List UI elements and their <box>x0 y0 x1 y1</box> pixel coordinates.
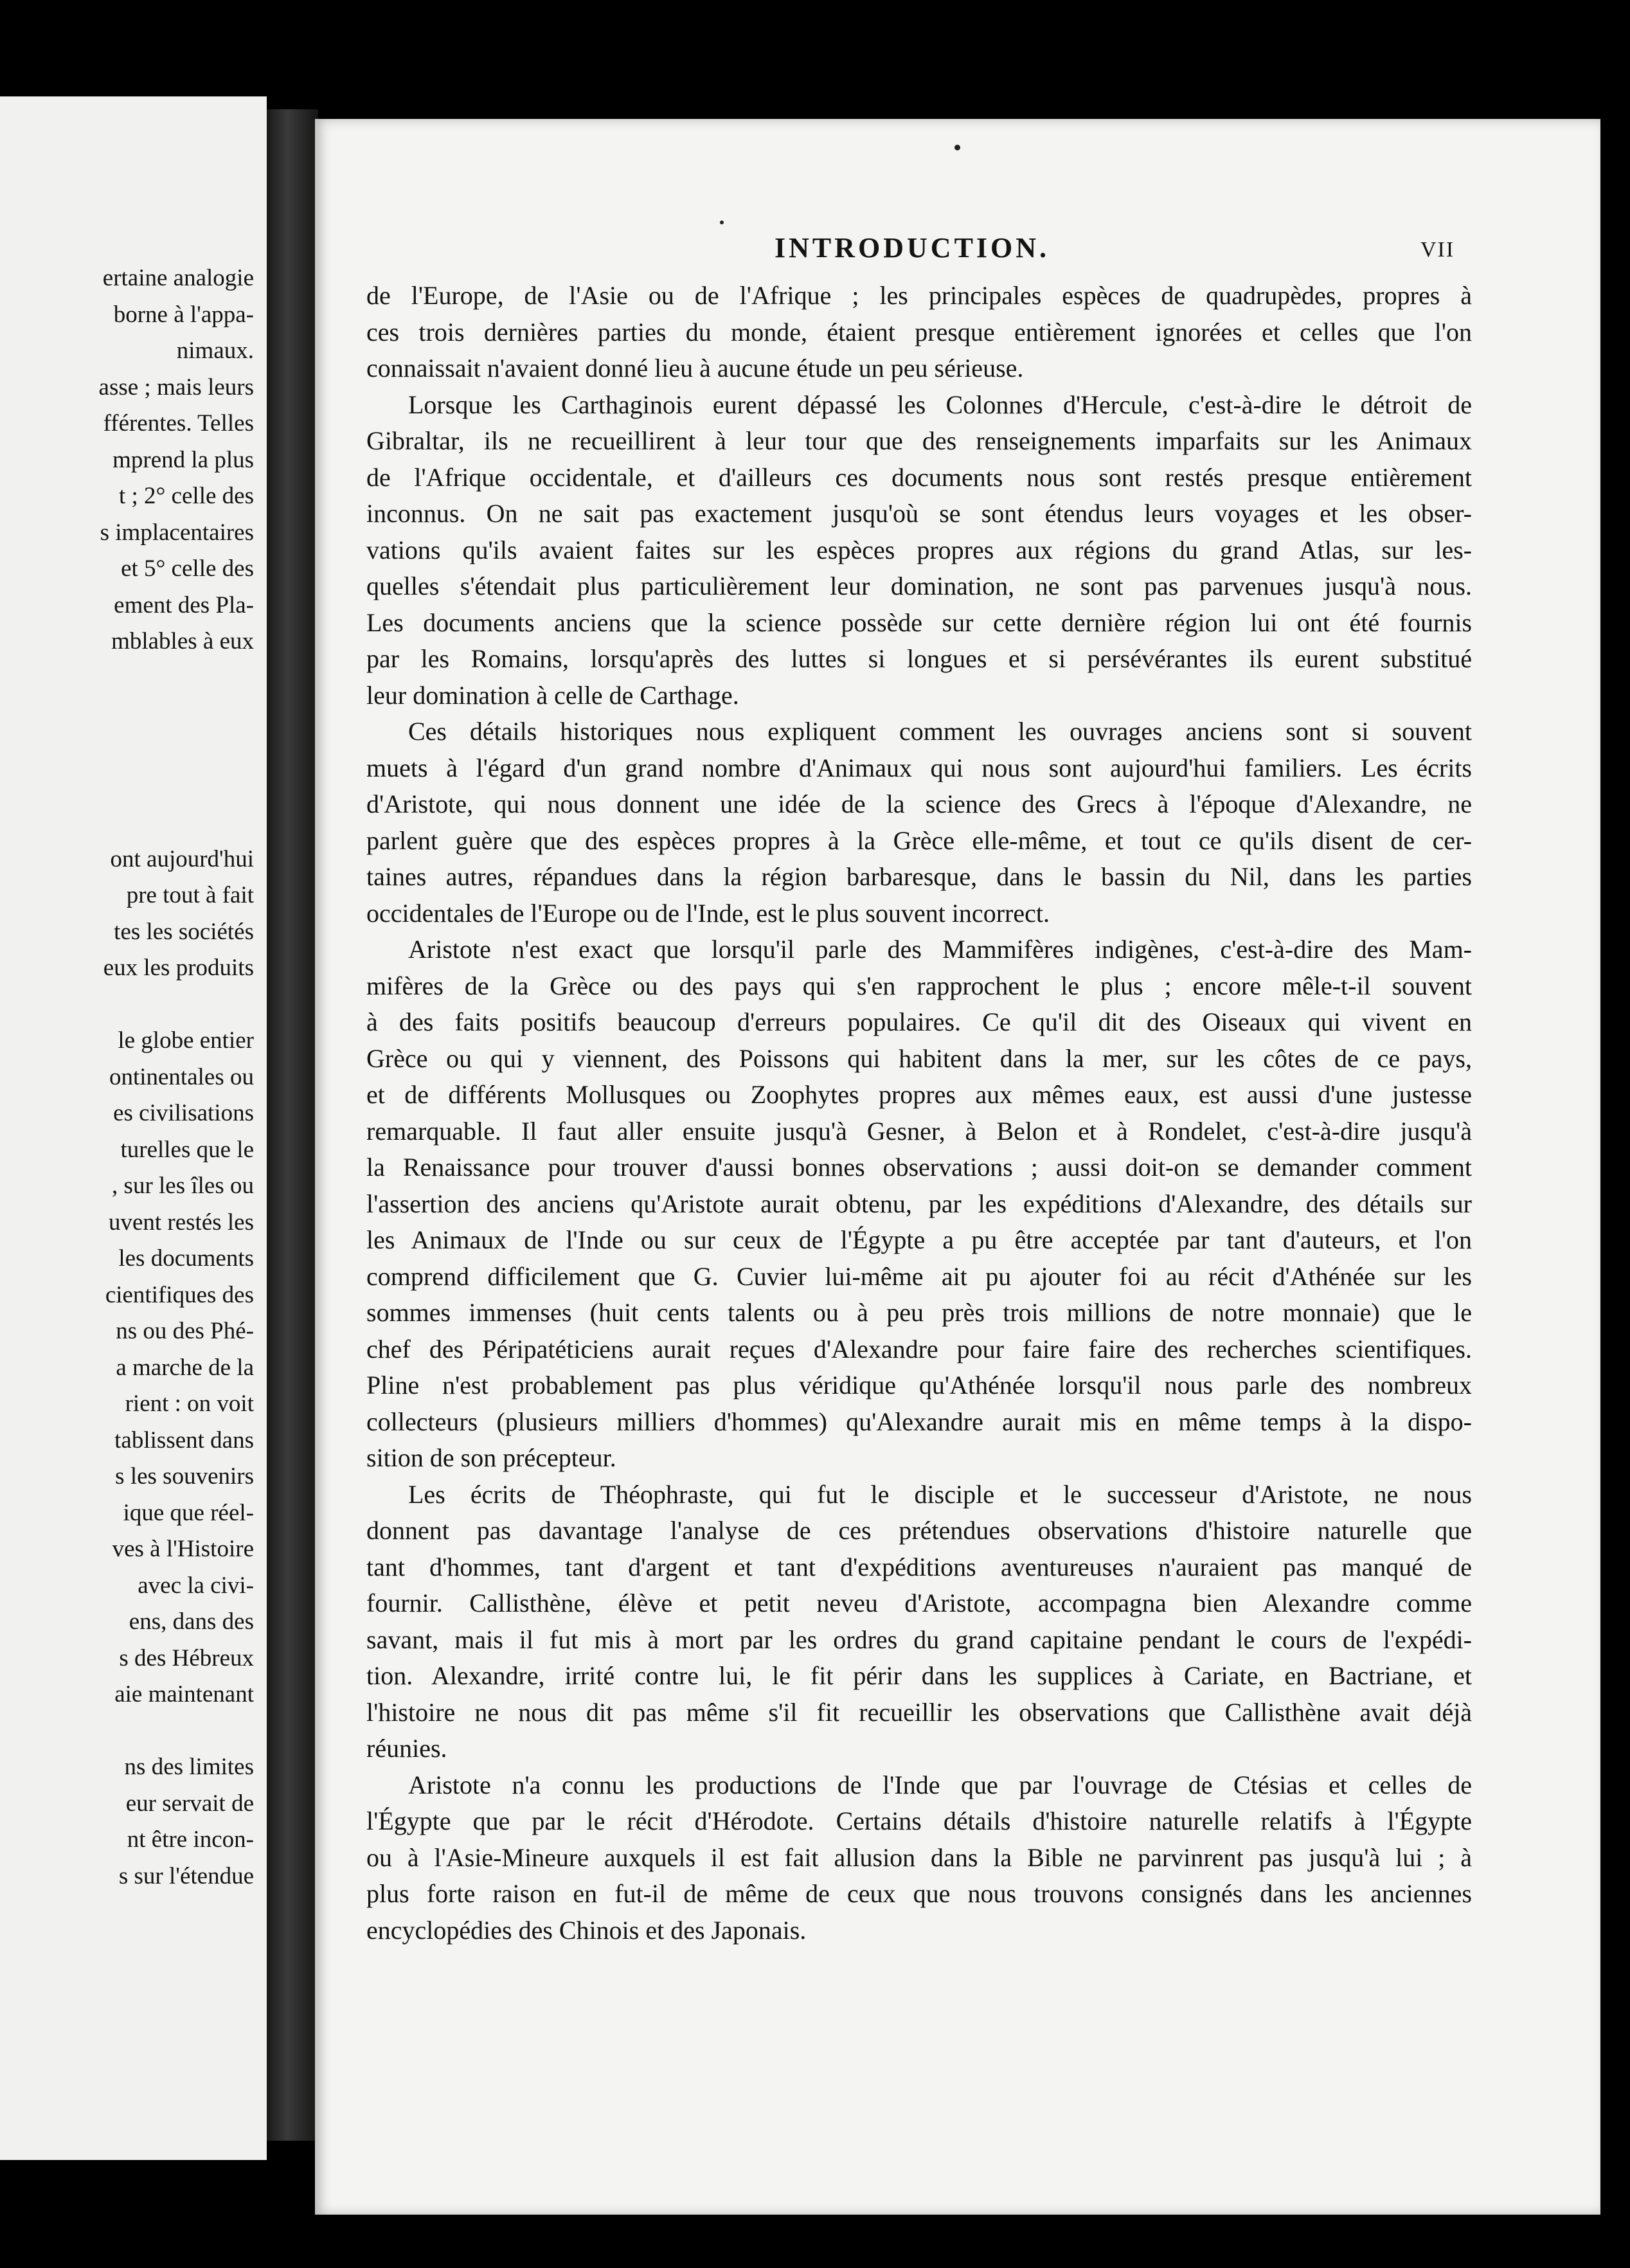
text-line: l'Égypte que par le récit d'Hérodote. Certains détails d'histoire naturelle relatifs à l'Égypte <box>366 1806 1472 1835</box>
facing-line: fférentes. Telles <box>103 410 254 437</box>
text-line: donnent pas davantage l'analyse de ces prétendues observations d'histoire naturelle que <box>366 1516 1472 1545</box>
facing-line: tablissent dans <box>114 1426 254 1454</box>
text-line: sition de son précepteur. <box>366 1443 616 1472</box>
text-line: l'histoire ne nous dit pas même s'il fit recueillir les observations que Callisthène avait déjà <box>366 1697 1472 1727</box>
facing-line <box>0 1713 254 1750</box>
facing-line: ontinentales ou <box>109 1063 254 1090</box>
text-line: savant, mais il fut mis à mort par les ordres du grand capitaine pendant le cours de l'expédi- <box>366 1625 1472 1654</box>
ink-speck <box>720 221 724 224</box>
facing-line <box>0 987 254 1023</box>
text-line: chef des Péripatéticiens aurait reçues d'Alexandre pour faire faire des recherches scientifiques. <box>366 1334 1472 1364</box>
facing-line: asse ; mais leurs <box>98 374 254 401</box>
text-line: Gibraltar, ils ne recueillirent à leur tour que des renseignements imparfaits sur les Animaux <box>366 426 1472 455</box>
text-line: et de différents Mollusques ou Zoophytes propres aux mêmes eaux, est aussi d'une justesse <box>366 1080 1472 1109</box>
text-line: Grèce ou qui y viennent, des Poissons qui habitent dans la mer, sur les côtes de ce pays, <box>366 1043 1472 1073</box>
facing-line: uvent restés les <box>108 1209 254 1236</box>
text-line: sommes immenses (huit cents talents ou à peu près trois millions de notre monnaie) que le <box>366 1298 1472 1327</box>
text-line: par les Romains, lorsqu'après des luttes si longues et si persévérantes ils eurent substitué <box>366 644 1472 673</box>
text-line: comprend difficilement que G. Cuvier lui-même ait pu ajouter foi au récit d'Athénée sur les <box>366 1261 1472 1291</box>
text-line: l'assertion des anciens qu'Aristote aurait obtenu, par les expéditions d'Alexandre, des détails sur <box>366 1189 1472 1218</box>
text-line: vations qu'ils avaient faites sur les espèces propres aux régions du grand Atlas, sur les- <box>366 535 1472 564</box>
paragraph <box>366 932 1472 1477</box>
facing-line: borne à l'appa- <box>113 301 254 328</box>
facing-line: ement des Pla- <box>114 591 254 618</box>
ink-speck <box>954 145 960 150</box>
text-line: les Animaux de l'Inde ou sur ceux de l'Égypte a pu être acceptée par tant d'auteurs, et l'on <box>366 1225 1472 1254</box>
facing-blank-space <box>0 660 254 842</box>
facing-line: , sur les îles ou <box>112 1173 254 1199</box>
facing-line: turelles que le <box>120 1136 254 1163</box>
facing-line: a marche de la <box>116 1354 254 1381</box>
facing-line: ns ou des Phé- <box>116 1318 254 1344</box>
facing-line: s sur l'étendue <box>118 1862 254 1889</box>
facing-line: eux les produits <box>103 955 254 981</box>
facing-line: nt être incon- <box>127 1826 254 1853</box>
text-line: Lorsque les Carthaginois eurent dépassé les Colonnes d'Hercule, c'est-à-dire le détroit de <box>408 390 1472 419</box>
text-line: mifères de la Grèce ou des pays qui s'en rapprochent le plus ; encore mêle-t-il souvent <box>366 971 1472 1000</box>
text-line: Ces détails historiques nous expliquent comment les ouvrages anciens sont si souvent <box>408 717 1472 746</box>
text-line: quelles s'étendait plus particulièrement leur domination, ne sont pas parvenues jusqu'à nous. <box>366 572 1472 600</box>
text-line: Les écrits de Théophraste, qui fut le disciple et le successeur d'Aristote, ne nous <box>408 1479 1472 1509</box>
text-line: plus forte raison en fut-il de même de ceux que nous trouvons consignés dans les anciennes <box>366 1879 1472 1908</box>
text-line: collecteurs (plusieurs milliers d'hommes) qu'Alexandre aurait mis en même temps à la dispo- <box>366 1407 1472 1436</box>
facing-line: s des Hébreux <box>119 1644 254 1671</box>
text-line: fournir. Callisthène, élève et petit neveu d'Aristote, accompagna bien Alexandre comme <box>366 1589 1472 1617</box>
facing-line: t ; 2° celle des <box>118 483 254 509</box>
text-line: occidentales de l'Europe ou de l'Inde, est le plus souvent incorrect. <box>366 898 1050 928</box>
text-line: taines autres, répandues dans la région barbaresque, dans le bassin du Nil, dans les parties <box>366 862 1472 891</box>
paragraph <box>366 387 1472 714</box>
facing-line: nimaux. <box>176 338 254 364</box>
paragraph <box>366 1767 1472 1949</box>
text-line: d'Aristote, qui nous donnent une idée de la science des Grecs à l'époque d'Alexandre, ne <box>366 789 1472 818</box>
page-number: VII <box>1420 238 1455 262</box>
facing-line: le globe entier <box>118 1027 254 1054</box>
text-line: Aristote n'a connu les productions de l'Inde que par l'ouvrage de Ctésias et celles de <box>408 1770 1472 1799</box>
facing-line: mprend la plus <box>112 446 254 473</box>
body-text <box>366 278 1472 1949</box>
facing-line: cientifiques des <box>105 1281 254 1308</box>
facing-line: aie maintenant <box>114 1681 254 1707</box>
facing-line: ique que réel- <box>123 1499 254 1526</box>
facing-line: es civilisations <box>113 1100 254 1126</box>
text-line: encyclopédies des Chinois et des Japonais. <box>366 1915 807 1945</box>
facing-page-left <box>0 96 267 2160</box>
text-line: tion. Alexandre, irrité contre lui, le fit périr dans les supplices à Cariate, en Bactriane, et <box>366 1661 1472 1690</box>
text-line: tant d'hommes, tant d'argent et tant d'expéditions aventureuses n'auraient pas manqué de <box>366 1552 1472 1581</box>
facing-line: avec la civi- <box>138 1572 254 1599</box>
facing-line: rient : on voit <box>125 1390 254 1417</box>
text-line: réunies. <box>366 1734 447 1763</box>
book-gutter <box>267 109 318 2141</box>
text-line: inconnus. On ne sait pas exactement jusqu'où se sont étendus leurs voyages et les obser- <box>366 499 1472 528</box>
text-line: Les documents anciens que la science possède sur cette dernière région lui ont été fournis <box>366 608 1472 637</box>
facing-line: ens, dans des <box>129 1608 254 1635</box>
facing-line: ont aujourd'hui <box>110 845 254 872</box>
facing-line: ves à l'Histoire <box>112 1536 254 1562</box>
facing-line: pre tout à fait <box>126 882 254 908</box>
facing-line: tes les sociétés <box>114 918 254 945</box>
text-line: muets à l'égard d'un grand nombre d'Animaux qui nous sont aujourd'hui familiers. Les écrits <box>366 753 1472 782</box>
facing-line: mblables à eux <box>111 628 254 654</box>
text-line: de l'Afrique occidentale, et d'ailleurs ces documents nous sont restés presque entièrement <box>366 462 1472 492</box>
facing-line: ertaine analogie <box>102 265 254 291</box>
paragraph <box>366 714 1472 932</box>
text-line: parlent guère que des espèces propres à la Grèce elle-même, et tout ce qu'ils disent de cer- <box>366 825 1472 855</box>
text-line: de l'Europe, de l'Asie ou de l'Afrique ; les principales espèces de quadrupèdes, propres à <box>366 281 1472 310</box>
text-line: ou à l'Asie-Mineure auxquels il est fait allusion dans la Bible ne parvinrent pas jusqu'à lui ; à <box>366 1842 1472 1872</box>
running-title: INTRODUCTION. <box>775 232 1050 264</box>
text-line: la Renaissance pour trouver d'aussi bonnes observations ; aussi doit-on se demander comment <box>366 1153 1472 1182</box>
facing-line: s implacentaires <box>100 519 254 546</box>
text-line: ces trois dernières parties du monde, étaient presque entièrement ignorées et celles que l'on <box>366 317 1472 346</box>
facing-line: eur servait de <box>125 1790 254 1817</box>
page-header <box>315 231 1600 270</box>
text-line: leur domination à celle de Carthage. <box>366 680 739 710</box>
facing-line: s les souvenirs <box>115 1463 254 1490</box>
text-line: remarquable. Il faut aller ensuite jusqu'à Gesner, à Belon et à Rondelet, c'est-à-dire jusqu'à <box>366 1116 1472 1146</box>
page-main <box>315 119 1600 2215</box>
paragraph <box>366 1477 1472 1767</box>
facing-page-text <box>0 260 254 1895</box>
facing-line: les documents <box>118 1245 254 1272</box>
text-line: à des faits positifs beaucoup d'erreurs populaires. Ce qu'il dit des Oiseaux qui vivent en <box>366 1007 1472 1036</box>
text-line: connaissait n'avaient donné lieu à aucune étude un peu sérieuse. <box>366 354 1024 382</box>
facing-line: et 5° celle des <box>121 555 254 582</box>
text-line: Aristote n'est exact que lorsqu'il parle des Mammifères indigènes, c'est-à-dire des Mam- <box>408 935 1472 964</box>
facing-line: ns des limites <box>124 1754 254 1780</box>
text-line: Pline n'est probablement pas plus véridique qu'Athénée lorsqu'il nous parle des nombreux <box>366 1371 1472 1400</box>
paragraph <box>366 278 1472 387</box>
